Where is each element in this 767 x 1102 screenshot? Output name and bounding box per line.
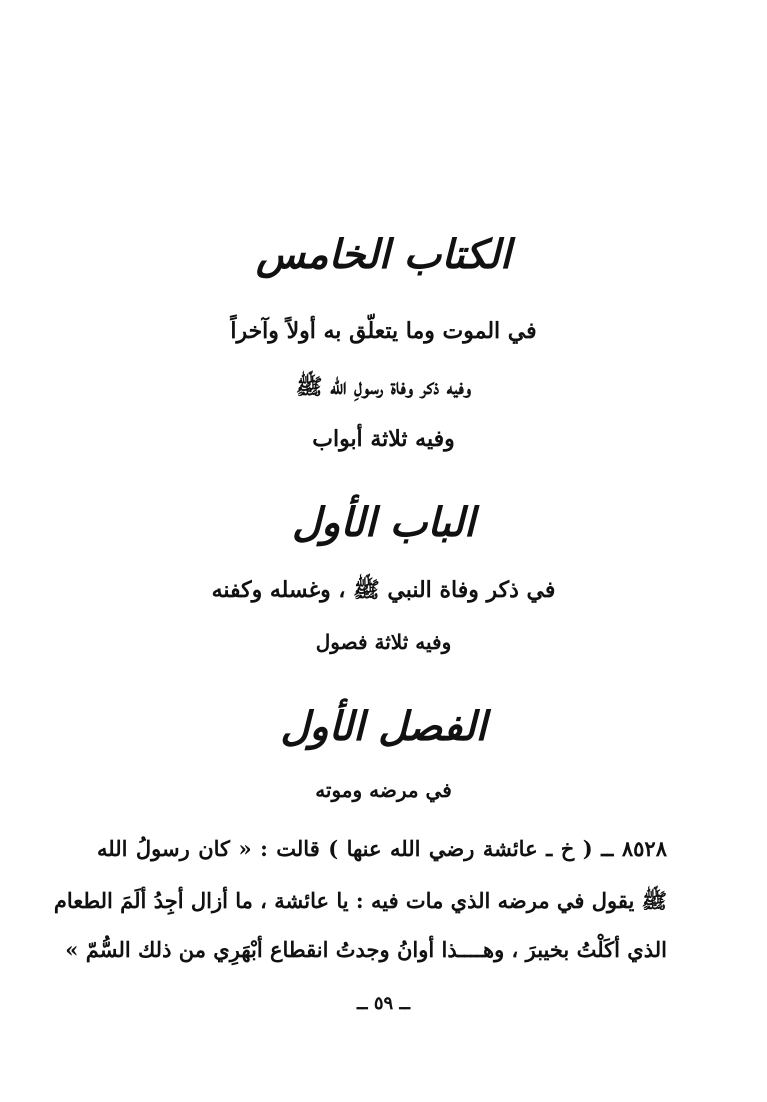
book-title: الكتاب الخامس [256, 232, 511, 278]
page-number: ــ ٥٩ ــ [357, 993, 410, 1014]
book-subtitle-sections: وفيه ثلاثة أبواب [312, 426, 455, 452]
hadith-line: الذي أكَلْتُ بخيبرَ ، وهــــذا أوانُ وجدتُ انقطاع أبْهَرِي من ذلك السُّمّ » [65, 937, 667, 962]
chapter-subtitle-sections: وفيه ثلاثة فصول [315, 630, 452, 654]
chapter-subtitle-topic: في ذكر وفاة النبي ﷺ ، وغسله وكفنه [211, 577, 556, 603]
book-subtitle-topic: في الموت وما يتعلّق به أولاً وآخراً [230, 318, 537, 344]
chapter-title: الباب الأول [291, 500, 475, 546]
section-title: الفصل الأول [280, 704, 487, 750]
section-subtitle: في مرضه وموته [315, 778, 452, 802]
book-subtitle-content: وفيه ذكر وفاة رسولِ الله ﷺ [295, 374, 472, 400]
hadith-line: ﷺ يقول في مرضه الذي مات فيه : يا عائشة ، ما أزال أجِدُ ألَمَ الطعام [53, 888, 667, 913]
hadith-line: ٨٥٢٨ ــ ( خ ـ عائشة رضي الله عنها ) قالت : « كان رسولُ الله [97, 836, 667, 861]
